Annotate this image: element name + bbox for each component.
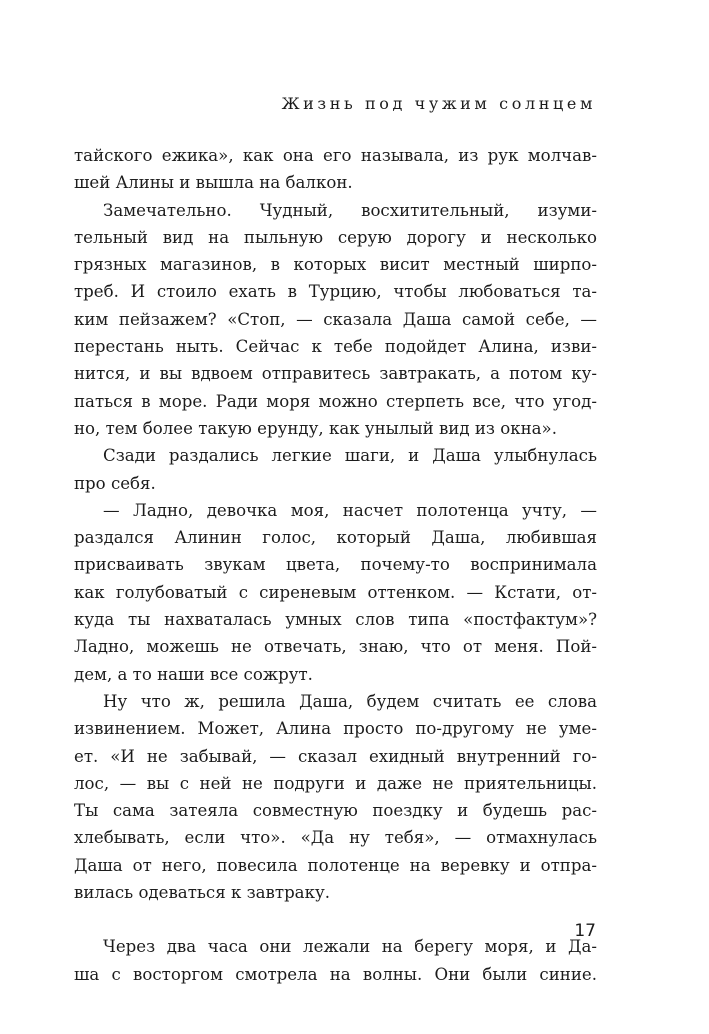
text-line: но, тем более такую ерунду, как унылый вид из окна». (74, 418, 557, 438)
text-line: тельный вид на пыльную серую дорогу и несколько (74, 227, 597, 247)
page-number: 17 (574, 921, 596, 941)
text-line: шей Алины и вышла на балкон. (74, 173, 353, 193)
text-line: ша с восторгом смотрела на волны. Они были синие. (74, 964, 597, 984)
text-line: Ты сама затеяла совместную поездку и будешь рас- (74, 801, 597, 821)
text-line: Ну что ж, решила Даша, будем считать ее слова (103, 691, 597, 711)
text-line: Сзади раздались легкие шаги, и Даша улыбнулась (103, 446, 597, 466)
text-line: куда ты нахваталась умных слов типа «постфактум»? (74, 610, 597, 630)
text-line: про себя. (74, 473, 156, 493)
text-line: ет. «И не забывай, — сказал ехидный внутренний го- (74, 746, 597, 766)
text-line: ким пейзажем? «Стоп, — сказала Даша самой себе, — (74, 309, 597, 329)
text-line: тайского ежика», как она его называла, из рук молчав- (74, 146, 597, 165)
running-head: Жизнь под чужим солнцем (281, 94, 596, 113)
text-line: грязных магазинов, в которых висит местный ширпо- (74, 255, 597, 275)
text-line: перестань ныть. Сейчас к тебе подойдет Алина, изви- (74, 337, 597, 357)
text-line: — Ладно, девочка моя, насчет полотенца учту, — (103, 500, 597, 520)
text-line: вилась одеваться к завтраку. (74, 883, 330, 903)
text-line: паться в море. Ради моря можно стерпеть все, что угод- (74, 391, 597, 411)
text-line: Через два часа они лежали на берегу моря, и Да- (103, 937, 597, 957)
text-line: как голубоватый с сиреневым оттенком. — Кстати, от- (74, 582, 597, 602)
text-line: присваивать звукам цвета, почему-то воспринимала (74, 555, 597, 575)
text-line: Замечательно. Чудный, восхитительный, изуми- (103, 200, 597, 220)
text-line: хлебывать, если что». «Да ну тебя», — отмахнулась (74, 828, 597, 848)
text-line: дем, а то наши все сожрут. (74, 664, 313, 684)
text-line: лос, — вы с ней не подруги и даже не приятельницы. (74, 773, 597, 793)
text-line: Даша от него, повесила полотенце на веревку и отпра- (74, 855, 597, 875)
text-line: треб. И стоило ехать в Турцию, чтобы любоваться та- (74, 282, 597, 302)
text-line: раздался Алинин голос, который Даша, любившая (74, 528, 597, 548)
text-line: Ладно, можешь не отвечать, знаю, что от меня. Пой- (74, 637, 597, 657)
section-break (74, 906, 597, 933)
text-line: нится, и вы вдвоем отправитесь завтракать, а потом ку- (74, 364, 597, 384)
body-text (74, 142, 597, 988)
text-line: извинением. Может, Алина просто по-другому не уме- (74, 719, 597, 739)
